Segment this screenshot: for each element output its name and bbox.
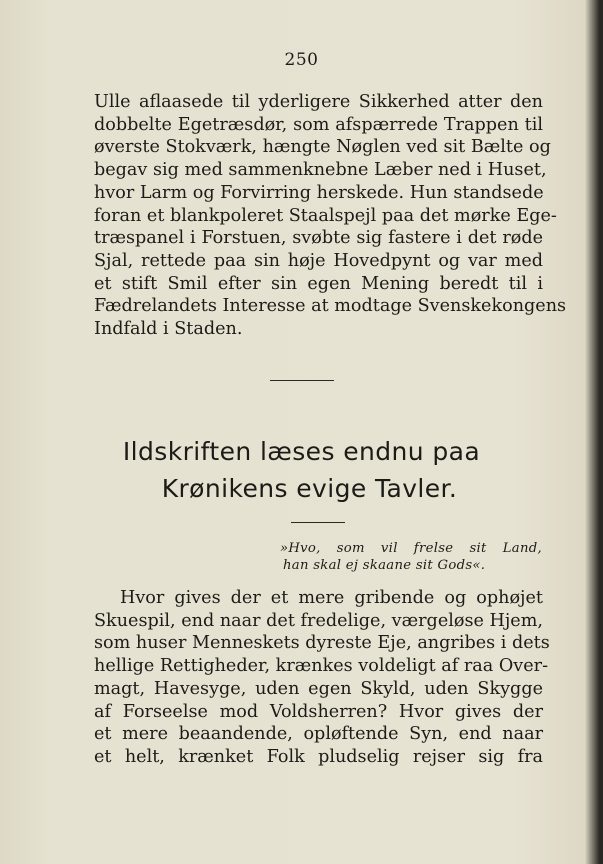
section-divider <box>270 380 334 381</box>
text-line: som huser Menneskets dyreste Eje, angribes i dets <box>94 633 550 654</box>
paragraph-1 <box>94 91 567 341</box>
text-line: hellige Rettigheder, krænkes voldeligt af raa Over- <box>94 656 549 677</box>
chapter-heading-line-1: Ildskriften læses endnu paa <box>122 437 481 466</box>
text-line: træspanel i Forstuen, svøbte sig fastere i det røde <box>94 228 543 249</box>
text-line: et stift Smil efter sin egen Mening beredt til i <box>94 273 543 294</box>
text-line: et mere beaandende, opløftende Syn, end naar <box>94 724 543 745</box>
heading-divider <box>291 522 345 523</box>
epigraph-line: »Hvo, som vil frelse sit Land, <box>280 541 542 556</box>
text-line: Sjal, rettede paa sin høje Hovedpynt og var med <box>94 250 543 271</box>
text-line: Indfald i Staden. <box>94 319 243 340</box>
epigraph <box>280 540 542 574</box>
text-line: et helt, krænket Folk pludselig rejser sig fra <box>94 746 543 767</box>
text-line: Ulle aflaasede til yderligere Sikkerhed atter den <box>94 92 543 112</box>
paragraph-2 <box>94 587 550 769</box>
text-line: af Forseelse mod Voldsherren? Hvor gives der <box>94 701 543 722</box>
chapter-heading-line-2: Krønikens evige Tavler. <box>161 474 458 503</box>
text-line: hvor Larm og Forvirring herskede. Hun standsede <box>94 182 544 203</box>
text-line: Fædrelandets Interesse at modtage Svenskekongens <box>94 296 567 317</box>
text-line: dobbelte Egetræsdør, som afspærrede Trappen til <box>94 114 543 135</box>
text-line: magt, Havesyge, uden egen Skyld, uden Skygge <box>94 678 543 699</box>
text-line: foran et blankpoleret Staalspejl paa det mørke Ege- <box>94 205 557 226</box>
text-line: øverste Stokværk, hængte Nøglen ved sit Bælte og <box>94 137 551 158</box>
text-line: Skuespil, end naar det fredelige, værgeløse Hjem, <box>94 610 543 631</box>
epigraph-line: han skal ej skaane sit Gods«. <box>283 558 486 573</box>
text-line: begav sig med sammenknebne Læber ned i Huset, <box>94 160 547 181</box>
page-number: 250 <box>284 50 319 70</box>
text-line: Hvor gives der et mere gribende og ophøjet <box>120 588 543 608</box>
